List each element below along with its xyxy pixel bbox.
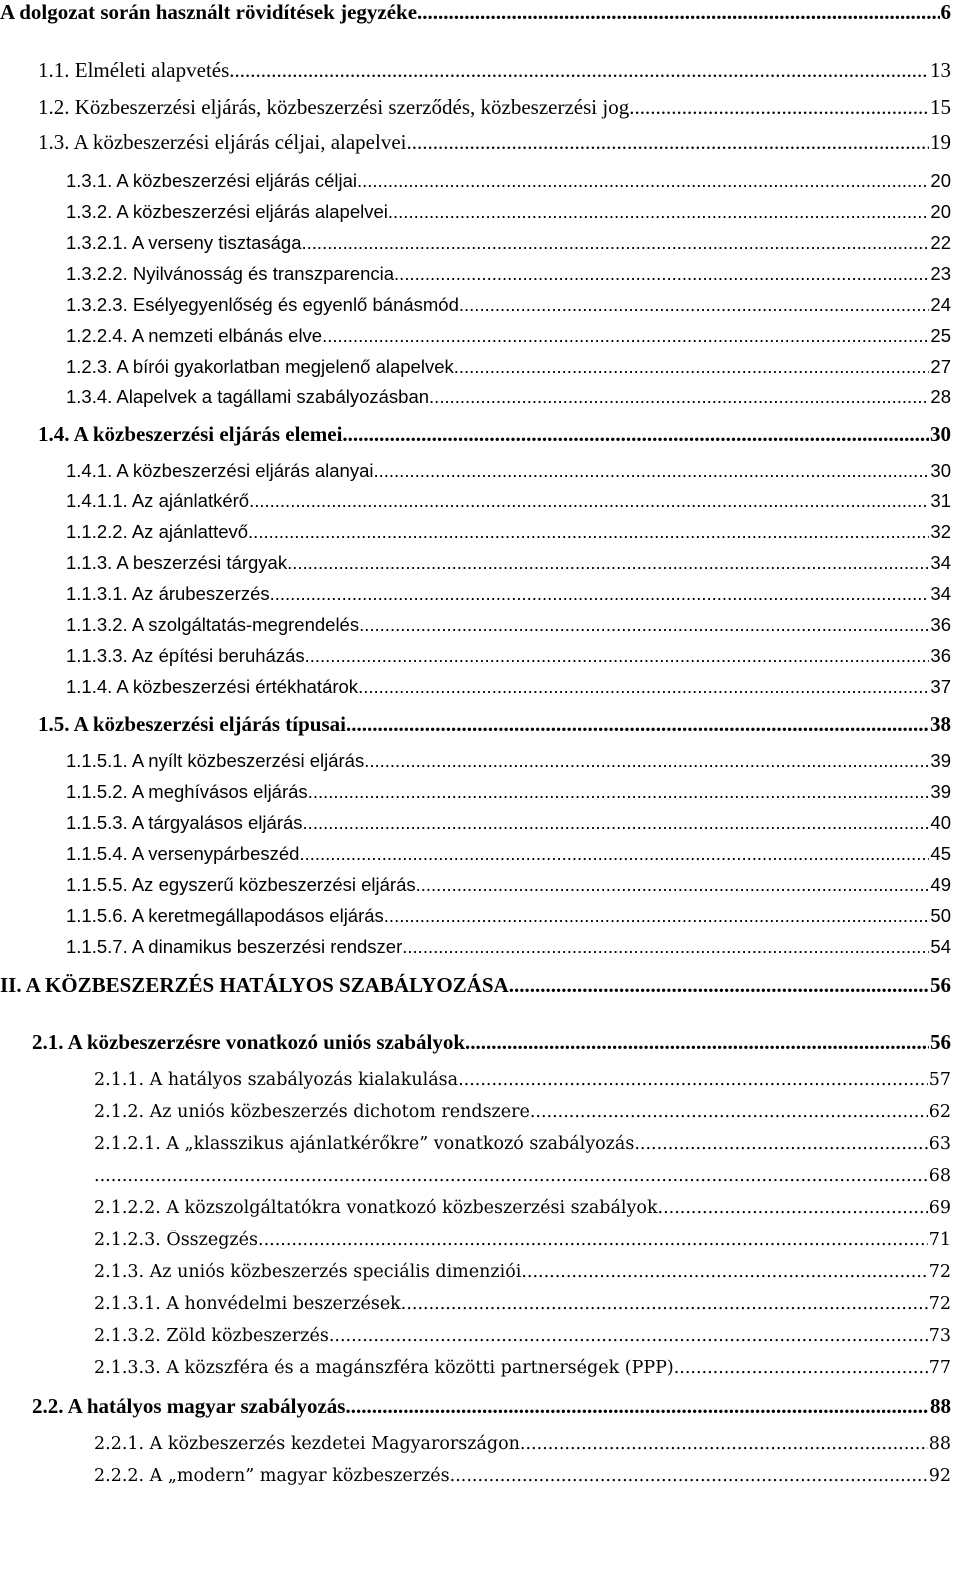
dot-leader	[345, 1394, 929, 1419]
toc-entry-page: 77	[928, 1358, 951, 1378]
toc-entry[interactable]	[38, 712, 951, 737]
toc-entry[interactable]	[0, 973, 951, 998]
toc-entry-page: 37	[930, 676, 951, 697]
dot-leader	[401, 1294, 928, 1314]
toc-entry-page: 28	[930, 386, 951, 407]
dot-leader	[373, 460, 929, 482]
toc-entry-title: 1.1.2.2. Az ajánlattevő	[66, 521, 249, 542]
dot-leader	[530, 1102, 928, 1122]
dot-leader	[329, 1326, 928, 1346]
toc-entry-page: 25	[930, 325, 951, 346]
toc-entry[interactable]	[94, 1326, 951, 1346]
toc-entry-page: 15	[930, 95, 951, 119]
dot-leader	[248, 521, 929, 543]
toc-entry-title: 2.1.3.2. Zöld közbeszerzés	[94, 1326, 329, 1346]
toc-entry-title: 2.1. A közbeszerzésre vonatkozó uniós szabályok	[32, 1030, 466, 1054]
toc-entry[interactable]	[94, 1434, 951, 1454]
toc-entry-page: 57	[928, 1070, 951, 1090]
toc-entry-title: 1.1.5.7. A dinamikus beszerzési rendszer	[66, 936, 403, 957]
toc-entry[interactable]	[66, 676, 951, 698]
toc-entry[interactable]	[66, 356, 951, 378]
toc-entry-title: 1.1. Elméleti alapvetés	[38, 58, 230, 82]
toc-entry-page: 32	[930, 521, 951, 542]
toc-entry[interactable]	[66, 843, 951, 865]
toc-entry[interactable]	[66, 325, 951, 347]
toc-entry-page: 92	[928, 1466, 951, 1486]
dot-leader	[465, 1030, 929, 1055]
toc-entry-page: 20	[930, 201, 951, 222]
toc-entry[interactable]	[0, 0, 951, 25]
toc-entry-page: 6	[940, 0, 951, 24]
dot-leader	[417, 0, 939, 25]
toc-entry-page: 39	[930, 750, 951, 771]
toc-entry-page: 56	[930, 1030, 951, 1054]
toc-entry[interactable]	[38, 422, 951, 447]
dot-leader	[358, 676, 929, 698]
toc-entry-page: 45	[930, 843, 951, 864]
toc-entry-page: 20	[930, 170, 951, 191]
toc-entry[interactable]	[38, 130, 951, 155]
toc-entry-page: 24	[930, 294, 951, 315]
toc-entry-page: 71	[928, 1230, 951, 1250]
toc-entry-page: 30	[930, 422, 951, 446]
toc-entry-page: 36	[930, 645, 951, 666]
toc-entry-page: 22	[930, 232, 951, 253]
toc-entry[interactable]	[38, 95, 951, 120]
toc-entry-page: 88	[930, 1394, 951, 1418]
toc-entry[interactable]	[66, 170, 951, 192]
dot-leader	[458, 1070, 928, 1090]
dot-leader	[521, 1262, 927, 1282]
dot-leader	[402, 936, 929, 958]
toc-entry[interactable]	[66, 201, 951, 223]
dot-leader	[270, 583, 930, 605]
toc-entry-title: II. A KÖZBESZERZÉS HATÁLYOS SZABÁLYOZÁSA	[0, 973, 509, 997]
toc-entry-title: 1.1.5.5. Az egyszerű közbeszerzési eljárás	[66, 874, 416, 895]
toc-entry[interactable]	[94, 1466, 951, 1486]
dot-leader	[342, 422, 929, 447]
toc-entry-title: 2.1.2. Az uniós közbeszerzés dichotom rendszere	[94, 1102, 530, 1122]
toc-entry-title: 2.1.2.1. A „klasszikus ajánlatkérőkre” vonatkozó szabályozás	[94, 1134, 635, 1154]
toc-entry-title: 1.2.2.4. A nemzeti elbánás elve	[66, 325, 323, 346]
toc-entry[interactable]	[66, 490, 951, 512]
toc-entry[interactable]	[94, 1134, 951, 1154]
toc-entry-title: 1.1.3.3. Az építési beruházás	[66, 645, 305, 666]
toc-entry[interactable]	[66, 874, 951, 896]
toc-entry[interactable]	[66, 614, 951, 636]
dot-leader	[629, 95, 929, 120]
toc-entry-title: 1.1.5.2. A meghívásos eljárás	[66, 781, 308, 802]
toc-entry-title: 1.3.2.1. A verseny tisztasága	[66, 232, 302, 253]
dot-leader	[346, 712, 929, 737]
toc-entry-title: 1.1.3.1. Az árubeszerzés	[66, 583, 270, 604]
toc-entry-title: 2.1.2.2. A közszolgáltatókra vonatkozó közbeszerzési szabályok	[94, 1198, 658, 1218]
toc-entry-title: 1.5. A közbeszerzési eljárás típusai	[38, 712, 346, 736]
toc-entry-page: 54	[930, 936, 951, 957]
toc-entry-page: 68	[928, 1166, 951, 1186]
toc-entry[interactable]	[66, 750, 951, 772]
toc-entry[interactable]	[94, 1166, 951, 1186]
toc-entry-title: 1.4.1. A közbeszerzési eljárás alanyai	[66, 460, 374, 481]
toc-entry[interactable]	[94, 1102, 951, 1122]
toc-entry-title: 1.4. A közbeszerzési eljárás elemei	[38, 422, 343, 446]
toc-entry-title: 1.3.2.3. Esélyegyenlőség és egyenlő bánásmód	[66, 294, 459, 315]
dot-leader	[454, 356, 930, 378]
toc-entry-page: 49	[930, 874, 951, 895]
toc-entry-page: 62	[928, 1102, 951, 1122]
dot-leader	[302, 232, 930, 254]
toc-entry[interactable]	[94, 1230, 951, 1250]
dot-leader	[459, 294, 930, 316]
dot-leader	[416, 874, 930, 896]
toc-entry-title: 1.1.5.6. A keretmegállapodásos eljárás	[66, 905, 384, 926]
toc-entry-title: 2.1.1. A hatályos szabályozás kialakulása	[94, 1070, 459, 1090]
dot-leader	[322, 325, 929, 347]
toc-entry[interactable]	[66, 386, 951, 408]
toc-entry[interactable]	[66, 552, 951, 574]
toc-entry[interactable]	[94, 1198, 951, 1218]
toc-entry[interactable]	[66, 232, 951, 254]
toc-entry-page: 39	[930, 781, 951, 802]
toc-entry-page: 34	[930, 552, 951, 573]
dot-leader	[634, 1134, 927, 1154]
toc-entry-title: 1.1.3. A beszerzési tárgyak	[66, 552, 288, 573]
toc-entry-title: 1.1.4. A közbeszerzési értékhatárok	[66, 676, 359, 697]
toc-entry-page: 27	[930, 356, 951, 377]
toc-entry-title: 1.3.1. A közbeszerzési eljárás céljai	[66, 170, 358, 191]
toc-entry[interactable]	[66, 905, 951, 927]
toc-entry-page: 34	[930, 583, 951, 604]
toc-entry[interactable]	[32, 1030, 951, 1055]
toc-entry-title: 2.2.1. A közbeszerzés kezdetei Magyarországon	[94, 1434, 520, 1454]
toc-entry-page: 56	[930, 973, 951, 997]
dot-leader	[299, 843, 929, 865]
dot-leader	[658, 1198, 928, 1218]
dot-leader	[520, 1434, 928, 1454]
toc-entry-title: 1.3.2.2. Nyilvánosság és transzparencia	[66, 263, 395, 284]
dot-leader	[357, 170, 929, 192]
dot-leader	[94, 1166, 928, 1186]
toc-entry-title: 1.1.5.3. A tárgyalásos eljárás	[66, 812, 303, 833]
dot-leader	[674, 1358, 928, 1378]
dot-leader	[287, 552, 929, 574]
toc-entry-page: 19	[930, 130, 951, 154]
toc-entry-title: 1.1.5.1. A nyílt közbeszerzési eljárás	[66, 750, 365, 771]
toc-entry-title: 1.1.3.2. A szolgáltatás-megrendelés	[66, 614, 360, 635]
toc-entry-title: 2.1.3. Az uniós közbeszerzés speciális dimenziói	[94, 1262, 522, 1282]
toc-entry[interactable]	[66, 460, 951, 482]
toc-entry-page: 73	[928, 1326, 951, 1346]
toc-entry-page: 36	[930, 614, 951, 635]
toc-entry-page: 69	[928, 1198, 951, 1218]
toc-entry-page: 50	[930, 905, 951, 926]
dot-leader	[407, 130, 930, 155]
dot-leader	[249, 490, 929, 512]
dot-leader	[308, 781, 930, 803]
toc-entry[interactable]	[94, 1262, 951, 1282]
toc-entry[interactable]	[94, 1358, 951, 1378]
toc-entry-page: 23	[930, 263, 951, 284]
dot-leader	[394, 263, 929, 285]
toc-entry-title: A dolgozat során használt rövidítések jegyzéke	[0, 0, 418, 24]
toc-entry[interactable]	[94, 1070, 951, 1090]
toc-entry-page: 88	[928, 1434, 951, 1454]
toc-entry-title: 1.3.4. Alapelvek a tagállami szabályozásban	[66, 386, 430, 407]
toc-entry[interactable]	[66, 936, 951, 958]
dot-leader	[359, 614, 929, 636]
dot-leader	[388, 201, 930, 223]
toc-entry[interactable]	[66, 294, 951, 316]
toc-entry-page: 38	[930, 712, 951, 736]
toc-entry-title: 2.2.2. A „modern” magyar közbeszerzés	[94, 1466, 450, 1486]
dot-leader	[258, 1230, 928, 1250]
toc-entry[interactable]	[66, 812, 951, 834]
toc-entry[interactable]	[32, 1394, 951, 1419]
toc-entry-title: 1.1.5.4. A versenypárbeszéd	[66, 843, 300, 864]
toc-entry-title: 1.3. A közbeszerzési eljárás céljai, alapelvei	[38, 130, 407, 154]
toc-entry-title: 1.2. Közbeszerzési eljárás, közbeszerzési szerződés, közbeszerzési jog	[38, 95, 630, 119]
toc-entry-page: 72	[928, 1294, 951, 1314]
toc-entry-title: 1.4.1.1. Az ajánlatkérő	[66, 490, 250, 511]
toc-entry-title: 1.2.3. A bírói gyakorlatban megjelenő alapelvek	[66, 356, 454, 377]
toc-entry-page: 30	[930, 460, 951, 481]
dot-leader	[229, 58, 929, 83]
toc-entry-title: 2.2. A hatályos magyar szabályozás	[32, 1394, 346, 1418]
dot-leader	[450, 1466, 928, 1486]
toc-entry-page: 13	[930, 58, 951, 82]
dot-leader	[303, 812, 930, 834]
toc-entry[interactable]	[66, 521, 951, 543]
toc-entry-title: 2.1.3.1. A honvédelmi beszerzések	[94, 1294, 401, 1314]
toc-entry-title: 2.1.2.3. Összegzés	[94, 1230, 258, 1250]
toc-entry[interactable]	[66, 583, 951, 605]
toc-entry[interactable]	[66, 645, 951, 667]
toc-entry-page: 40	[930, 812, 951, 833]
toc-entry[interactable]	[66, 263, 951, 285]
dot-leader	[305, 645, 930, 667]
toc-entry-title: 2.1.3.3. A közszféra és a magánszféra közötti partnerségek (PPP)	[94, 1358, 674, 1378]
toc-entry[interactable]	[94, 1294, 951, 1314]
toc-entry-page: 72	[928, 1262, 951, 1282]
dot-leader	[364, 750, 929, 772]
toc-entry-title: 1.3.2. A közbeszerzési eljárás alapelvei	[66, 201, 388, 222]
dot-leader	[509, 973, 929, 998]
dot-leader	[384, 905, 930, 927]
toc-entry-page: 31	[930, 490, 951, 511]
toc-entry[interactable]	[66, 781, 951, 803]
toc-entry[interactable]	[38, 58, 951, 83]
toc-entry-page: 63	[928, 1134, 951, 1154]
dot-leader	[429, 386, 929, 408]
